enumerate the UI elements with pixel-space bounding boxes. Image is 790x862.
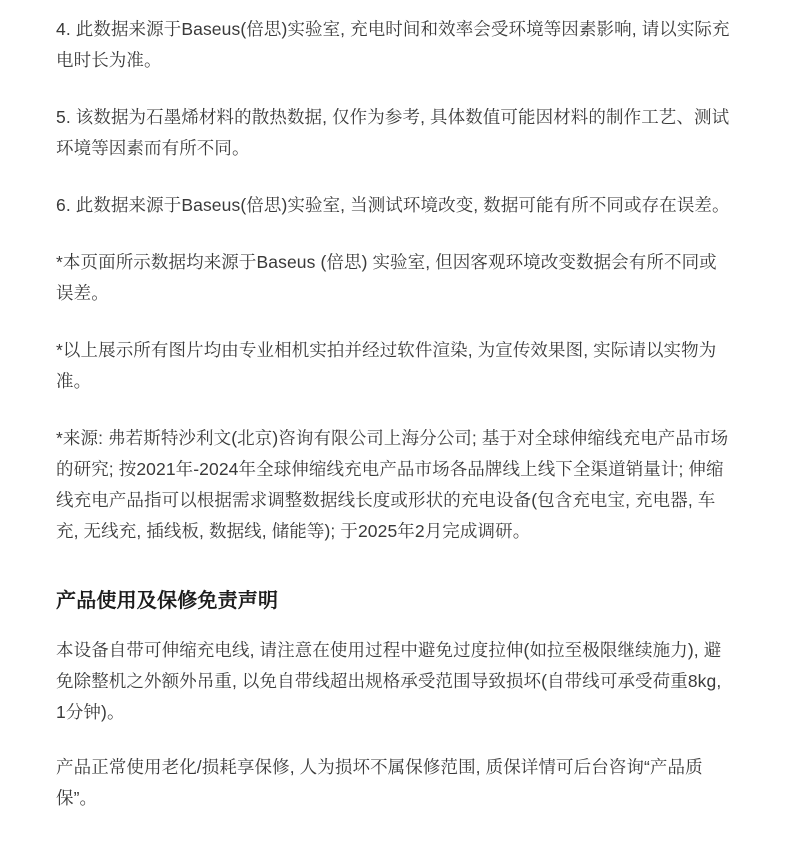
footnotes-section bbox=[56, 14, 734, 221]
disclaimer-lab-data: *本页面所示数据均来源于Baseus (倍思) 实验室, 但因客观环境改变数据会有所不同或误差。 bbox=[56, 252, 717, 303]
warranty-paragraph-coverage: 产品正常使用老化/损耗享保修, 人为损坏不属保修范围, 质保详情可后台咨询“产品质保”。 bbox=[56, 757, 703, 808]
footnote-item-5: 5. 该数据为石墨烯材料的散热数据, 仅作为参考, 具体数值可能因材料的制作工艺、测试环境等因素而有所不同。 bbox=[56, 107, 730, 158]
warranty-section bbox=[56, 587, 734, 814]
disclaimer-source: *来源: 弗若斯特沙利文(北京)咨询有限公司上海分公司; 基于对全球伸缩线充电产品市场的研究; 按2021年-2024年全球伸缩线充电产品市场各品牌线上线下全渠道销量计; 伸缩线充电产品指可以根据需求调整数据线长度或形状的充电设备(包含充电宝, 充电器, 车充, 无线充, 插线板, 数据线, 储能等); 于2025年2月完成调研。 bbox=[56, 428, 729, 541]
footnote-item-4: 4. 此数据来源于Baseus(倍思)实验室, 充电时间和效率会受环境等因素影响, 请以实际充电时长为准。 bbox=[56, 19, 730, 70]
disclaimer-images: *以上展示所有图片均由专业相机实拍并经过软件渲染, 为宣传效果图, 实际请以实物为准。 bbox=[56, 340, 717, 391]
disclaimers-section bbox=[56, 247, 734, 547]
warranty-heading: 产品使用及保修免责声明 bbox=[56, 590, 279, 612]
footnote-item-6: 6. 此数据来源于Baseus(倍思)实验室, 当测试环境改变, 数据可能有所不同或存在误差。 bbox=[56, 195, 730, 215]
warranty-paragraph-usage: 本设备自带可伸缩充电线, 请注意在使用过程中避免过度拉伸(如拉至极限继续施力), 避免除整机之外额外吊重, 以免自带线超出规格承受范围导致损坏(自带线可承受荷重8kg, 1分钟)。 bbox=[56, 640, 722, 722]
